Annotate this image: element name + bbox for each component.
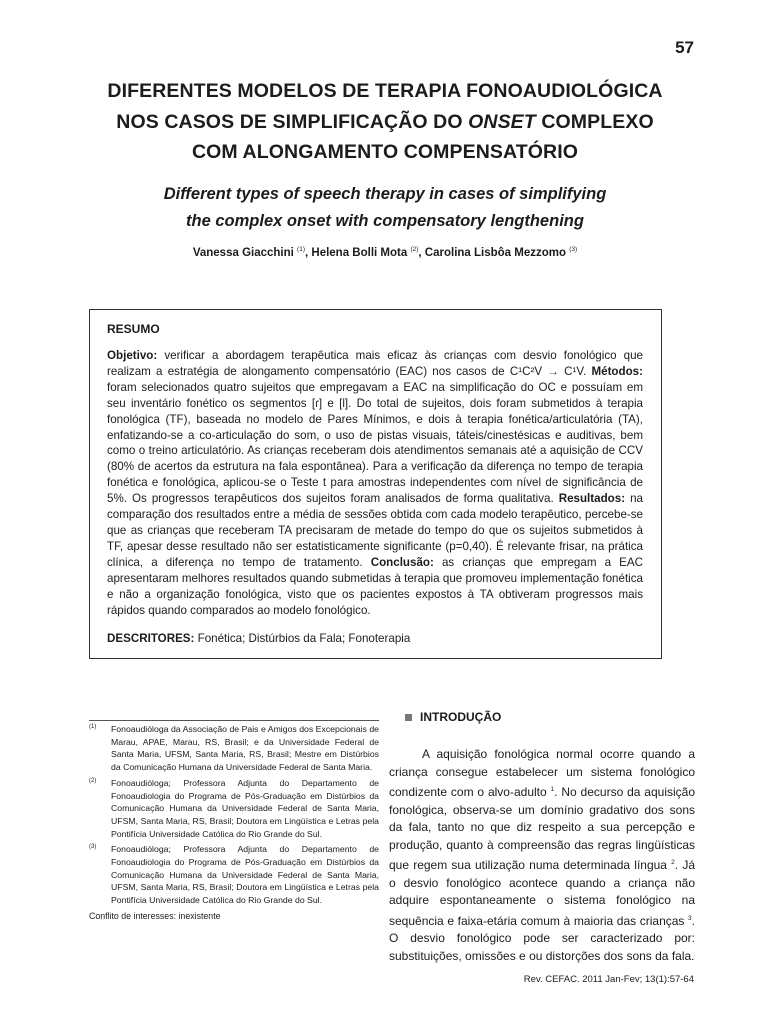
affiliation-footnotes — [89, 720, 379, 921]
title-line-2 — [60, 107, 710, 138]
author-separator: , — [305, 246, 312, 259]
intro-text: . No decurso da aquisição fonológica, observa-se um domínio gradativo dos sons da fala, tanto no que diz respeito a sua percepção e produção, quanto à compreensão das regras lingüísticas que regem sua utilização numa determinada língua — [389, 785, 695, 872]
title-line-2-b: COMPLEXO — [535, 110, 654, 133]
introduction-heading — [405, 710, 501, 724]
author-name: Helena Bolli Mota — [311, 246, 408, 259]
title-line-1: DIFERENTES MODELOS DE TERAPIA FONOAUDIOLÓGICA — [107, 80, 663, 102]
page-number: 57 — [675, 38, 694, 57]
author-name: Vanessa Giacchini — [192, 246, 294, 259]
keywords-label: DESCRITORES: — [107, 632, 195, 646]
author-affiliation-mark: (3) — [569, 246, 578, 253]
keywords — [107, 632, 643, 645]
footnote — [89, 843, 379, 907]
author-separator: , — [418, 246, 425, 259]
conclusion-label: Conclusão: — [370, 555, 434, 569]
introduction-paragraph — [389, 746, 695, 965]
keywords-text: Fonética; Distúrbios da Fala; Fonoterapia — [194, 632, 411, 646]
title-line-2-a: NOS CASOS DE SIMPLIFICAÇÃO DO — [116, 110, 469, 133]
methods-label: Métodos: — [591, 364, 643, 378]
conflict-of-interest: Conflito de interesses: inexistente — [89, 910, 221, 921]
abstract-box — [89, 309, 662, 659]
intro-text: A aquisição fonológica normal ocorre quando a criança consegue estabelecer um sistema fonológico condizente com o alvo-adulto — [389, 747, 695, 799]
english-title-line-2: the complex onset with compensatory lengthening — [186, 212, 584, 230]
intro-text: . O desvio fonológico pode ser caracterizado por: substituições, omissões e ou distorções dos sons da fala. — [389, 913, 695, 963]
english-title-line-1: Different types of speech therapy in cases of simplifying — [163, 185, 607, 203]
author-affiliation-mark: (1) — [297, 246, 305, 253]
journal-citation: Rev. CEFAC. 2011 Jan-Fev; 13(1):57-64 — [523, 974, 694, 985]
abstract-heading: RESUMO — [107, 322, 160, 336]
author-list — [60, 246, 710, 259]
conclusion-text: as crianças que empregam a EAC apresentaram melhores resultados quando submetidas à terapia que promoveu implementação fonética e não a organização fonológica, visto que os pacientes expostos à TA obtiveram progressos mais rápidos quando comparados ao modelo fonológico. — [107, 555, 643, 617]
abstract-body — [107, 348, 643, 618]
introduction-heading-text: INTRODUÇÃO — [420, 710, 502, 724]
objective-label: Objetivo: — [107, 349, 158, 362]
author-affiliation-mark: (2) — [410, 246, 419, 253]
footnote — [89, 723, 379, 774]
results-label: Resultados: — [558, 492, 626, 506]
objective-text: verificar a abordagem terapêutica mais eficaz às crianças com desvio fonológico que realizam a estratégia de alongamento compensatório (EAC) nos casos de C¹C²V → C¹V. — [107, 349, 643, 378]
footnote-text: Fonoaudióloga da Associação de Pais e Amigos dos Excepcionais de Marau, APAE, Marau, RS, Brasil; e da Universidade Federal de Santa Maria, UFSM, Santa Maria, RS, Brasil; Mestre em Distúrbios da Comunicação Humana da Universidade Federal de Santa Maria. — [111, 724, 379, 773]
author-name: Carolina Lisbôa Mezzomo — [424, 246, 567, 259]
reference-mark[interactable]: 3 — [688, 914, 692, 922]
footnote-mark: (3) — [89, 844, 97, 851]
reference-mark[interactable]: 2 — [671, 859, 675, 866]
title-line-3: COM ALONGAMENTO COMPENSATÓRIO — [191, 141, 579, 163]
footnote — [89, 777, 379, 841]
english-title — [60, 181, 710, 235]
square-bullet-icon — [405, 714, 412, 721]
footnote-mark: (1) — [89, 724, 97, 730]
footnote-text: Fonoaudióloga; Professora Adjunta do Departamento de Fonoaudiologia do Programa de Pós-Graduação em Distúrbios da Comunicação Humana da Universidade Federal de Santa Maria, UFSM, Santa Maria, RS, Brasil; Doutora em Lingüística e Letras pela Pontifícia Universidade Católica do Rio Grande do Sul. — [111, 844, 379, 906]
article-title — [60, 76, 710, 168]
methods-text: foram selecionados quatro sujeitos que empregavam a EAC na simplificação do OC e possuíam em seu inventário fonético os segmentos [ɾ] e [l]. Do total de sujeitos, dois foram submetidos à terapia fonológica (TF), baseada no modelo de Pares Mínimos, e dois à terapia fonética/articulatória (TA), enfatizando-se a co-articulação do som, o uso de pistas visuais, táteis/cinestésicas e auditivas, bem como o treino articulatório. As crianças receberam dois atendimentos semanais até a aquisição de CCV (80% de acertos da estrutura na fala espontânea). Para a verificação da diferença no tempo de terapia fonética e fonológica, aplicou-se o Teste t para amostras independentes com nível de significância de 5%. Os progressos terapêuticos dos sujeitos foram analisados de forma qualitativa. — [107, 380, 643, 506]
reference-mark[interactable]: 1 — [550, 786, 555, 793]
footnote-text: Fonoaudióloga; Professora Adjunta do Departamento de Fonoaudiologia do Programa de Pós-Graduação em Distúrbios da Comunicação Humana da Universidade Federal de Santa Maria, UFSM, Santa Maria, RS, Brasil; Doutora em Lingüística e Letras pela Pontifícia Universidade Católica do Rio Grande do Sul. — [111, 777, 379, 839]
intro-text: . Já o desvio fonológico acontece quando a criança não adquire espontaneamente o sistema fonológico na sequência e faixa-etária comum à maioria das crianças — [389, 858, 695, 928]
footnote-mark: (2) — [89, 777, 97, 784]
title-onset-term: ONSET — [468, 110, 536, 133]
results-text: na comparação dos resultados entre a média de sessões obtida com cada modelo terapêutico, percebe-se que as crianças que receberam TA precisaram de metade do tempo do que os sujeitos submetidos à TF, apesar desse resultado não ser estatisticamente significante (p=0,40). É relevante frisar, na prática clínica, a diferença no tempo de tratamento. — [107, 492, 643, 569]
